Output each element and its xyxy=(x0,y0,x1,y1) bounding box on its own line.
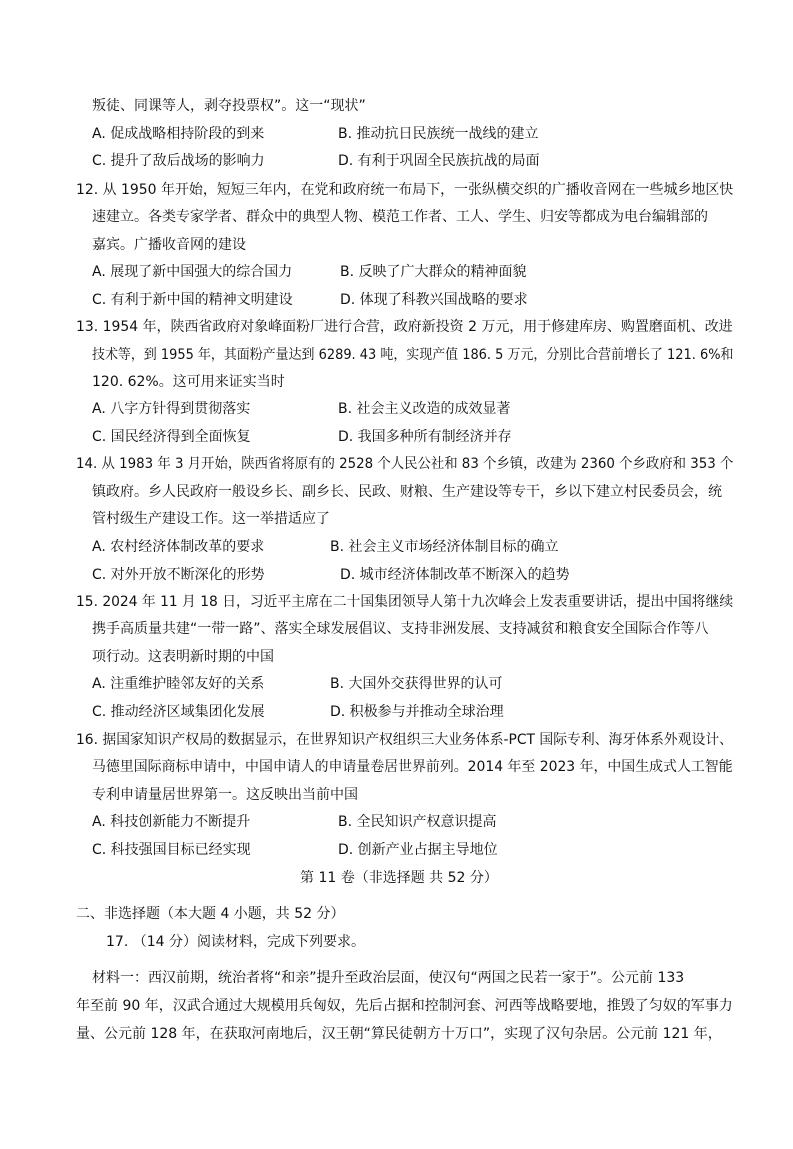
part2-heading: 二、非选择题（本大题 4 小题，共 52 分） xyxy=(76,906,345,922)
q15-option-c: C. 推动经济区域集团化发展 xyxy=(92,704,265,720)
q14-option-b: B. 社会主义市场经济体制目标的确立 xyxy=(330,539,559,555)
section-title: 第 11 卷（非选择题 共 52 分） xyxy=(300,870,498,886)
q12-stem-line2: 速建立。各类专家学者、群众中的典型人物、模范工作者、工人、学生、归安等都成为电台编辑部的 xyxy=(92,209,708,225)
q14-option-c: C. 对外开放不断深化的形势 xyxy=(92,567,265,583)
q13-option-b: B. 社会主义改造的成效显著 xyxy=(338,401,511,417)
q14-option-d: D. 城市经济体制改革不断深入的趋势 xyxy=(340,567,570,583)
q12-option-c: C. 有利于新中国的精神文明建设 xyxy=(92,292,293,308)
q16-stem-line2: 马德里国际商标申请中，中国申请人的申请量卷居世界前列。2014 年至 2023 年，中国生成式人工智能 xyxy=(92,759,733,775)
q16-option-c: C. 科技强国目标已经实现 xyxy=(92,842,251,858)
q14-option-a: A. 农村经济体制改革的要求 xyxy=(92,539,265,555)
q11-option-a: A. 促成战略相持阶段的到来 xyxy=(92,126,265,142)
q15-stem-line2: 携手高质量共建“一带一路”、落实全球发展倡议、支持非洲发展、支持减贫和粮食安全国际合作等八 xyxy=(92,621,709,637)
q11-stem-continuation: 叛徒、同课等人，剥夺投票权”。这一“现状” xyxy=(92,98,366,114)
q13-stem-line3: 120. 62%。这可用来证实当时 xyxy=(92,374,285,390)
q11-option-c: C. 提升了敌后战场的影响力 xyxy=(92,153,265,169)
q16-option-d: D. 创新产业占据主导地位 xyxy=(338,842,498,858)
q12-stem-line3: 嘉宾。广播收音网的建设 xyxy=(92,237,246,253)
q12-option-a: A. 展现了新中国强大的综合国力 xyxy=(92,264,293,280)
q15-option-b: B. 大国外交获得世界的认可 xyxy=(330,676,503,692)
q12-option-b: B. 反映了广大群众的精神面貌 xyxy=(340,264,527,280)
q13-stem-line2: 技术等，到 1955 年，其面粉产量达到 6289. 43 吨，实现产值 186. 5 万元，分别比合营前增长了 121. 6%和 xyxy=(92,347,734,363)
q12-stem-line1: 12. 从 1950 年开始，短短三年内，在党和政府统一布局下，一张纵横交织的广播收音网在一些城乡地区快 xyxy=(76,182,734,198)
q12-option-d: D. 体现了科教兴国战略的要求 xyxy=(340,292,528,308)
q16-option-a: A. 科技创新能力不断提升 xyxy=(92,814,251,830)
q14-stem-line3: 管村级生产建设工作。这一举措适应了 xyxy=(92,511,330,527)
q13-stem-line1: 13. 1954 年，陕西省政府对象峰面粉厂进行合营，政府新投资 2 万元，用于修建库房、购置磨面机、改进 xyxy=(76,319,733,335)
q15-option-d: D. 积极参与并推动全球治理 xyxy=(330,704,504,720)
q13-option-a: A. 八字方针得到贯彻落实 xyxy=(92,401,251,417)
q17-material1-line2: 年至前 90 年，汉武合通过大规模用兵匈奴，先后占据和控制河套、河西等战略要地，推毁了匀奴的军事力 xyxy=(76,998,733,1014)
q14-stem-line1: 14. 从 1983 年 3 月开始，陕西省将原有的 2528 个人民公社和 83 个乡镇，改建为 2360 个乡政府和 353 个 xyxy=(76,456,734,472)
q15-stem-line1: 15. 2024 年 11 月 18 日，习近平主席在二十国集团领导人第十九次峰会上发表重要讲话，提出中国将继续 xyxy=(76,594,734,610)
q13-option-c: C. 国民经济得到全面恢复 xyxy=(92,429,251,445)
q15-stem-line3: 项行动。这表明新时期的中国 xyxy=(92,649,274,665)
q17-material1-line3: 量、公元前 128 年，在获取河南地后，汉王朝“算民徒朝方十万口”，实现了汉句杂居。公元前 121 年， xyxy=(76,1026,722,1042)
q13-option-d: D. 我国多种所有制经济并存 xyxy=(338,429,512,445)
q16-stem-line1: 16. 据国家知识产权局的数据显示，在世界知识产权组织三大业务体系-PCT 国际专利、海牙体系外观设计、 xyxy=(76,732,734,748)
q14-stem-line2: 镇政府。乡人民政府一般设乡长、副乡长、民政、财粮、生产建设等专干，乡以下建立村民委员会，统 xyxy=(92,484,722,500)
q15-option-a: A. 注重维护睦邻友好的关系 xyxy=(92,676,265,692)
q16-option-b: B. 全民知识产权意识提高 xyxy=(338,814,497,830)
q11-option-d: D. 有利于巩固全民族抗战的局面 xyxy=(338,153,540,169)
q11-option-b: B. 推动抗日民族统一战线的建立 xyxy=(338,126,539,142)
q17-stem: 17. （14 分）阅读材料，完成下列要求。 xyxy=(106,934,365,950)
q17-material1-line1: 材料一：西汉前期，统治者将“和亲”提升至政治层面，使汉句“两国之民若一家于”。公元前 133 xyxy=(92,970,685,986)
q16-stem-line3: 专利申请量居世界第一。这反映出当前中国 xyxy=(92,787,358,803)
